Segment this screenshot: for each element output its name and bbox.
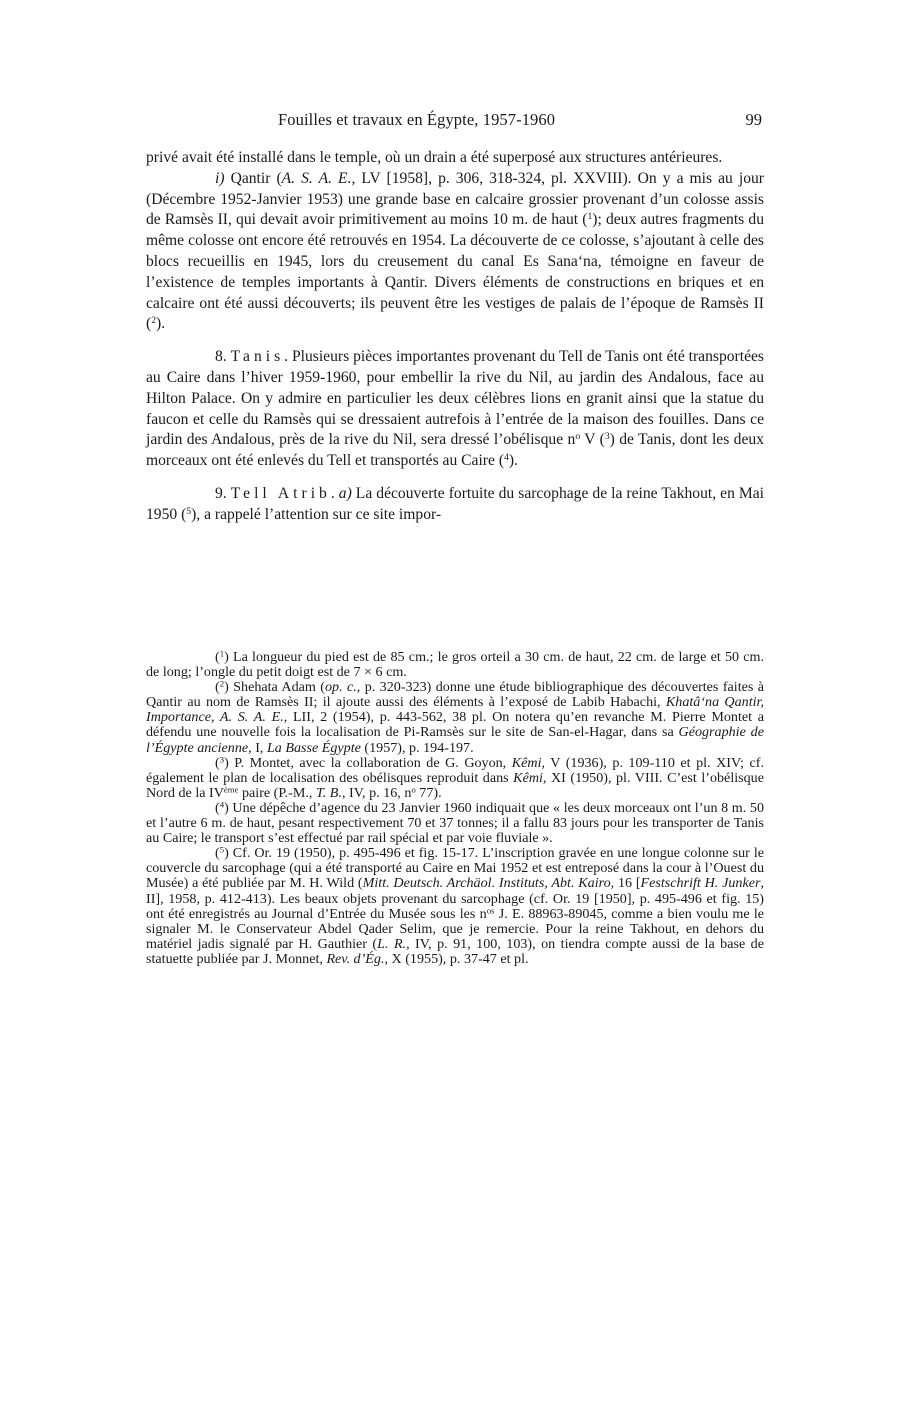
footnote-text: Une dépêche d’agence du 23 Janvier 1960 indiquait que « les deux morceaux ont l’un 8 m. 50 et l’autre 6 m. de haut, pesant respectivement 70 et 37 tonnes; il a fallu 83 jours pour les transporter de Tanis au Caire; le transport s’est effectué par rail spécial et par voie fluviale ». bbox=[146, 799, 764, 847]
italic-run: Kêmi bbox=[511, 754, 542, 771]
superscript: o bbox=[411, 784, 416, 795]
footnote-ref: 2 bbox=[151, 315, 157, 327]
footnote-3: ($^3$) P. Montet, avec la collaboration de G. Goyon, Kêmi, V (1936), p. 109-110 et pl. XIV; cf. également le plan de localisation des obélisques reproduit dans Kêmi, XI (1950), pl. VIII. C’est l’obélisque Nord de la IVème paire (P.-M., T. B., IV, p. 16, $n^o$ 77). bbox=[146, 754, 765, 801]
footnote-ref: 5 bbox=[186, 505, 192, 517]
text-run: , XI (1950), pl. VIII. C’est l’obélisque Nord de la IV bbox=[146, 769, 764, 801]
footnote-number: 2 bbox=[219, 678, 225, 689]
text-run: , V (1936), p. 109-110 et pl. XIV; cf. également le plan de localisation des obélisques reproduit dans bbox=[146, 754, 765, 786]
text-run: ); deux autres fragments du même colosse ont encore été retrouvés en 1954. La découverte de ce colosse, s’ajoutant à celle des blocs recueillis en 1945, lors du creusement du canal Es Sana‘na, témoigne en faveur de l’existence de temples importants à Qantir. Divers éléments de constructions en briques et en calcaire ont été aussi découverts; ils peuvent être les vestiges de palais de l’époque de Ramsès II ( bbox=[146, 211, 764, 333]
italic-run: Géographie de l’Égypte ancienne bbox=[146, 724, 764, 756]
footnote-5: ($^5$) Cf. Or. 19 (1950), p. 495-496 et fig. 15-17. L’inscription gravée en une longue colonne sur le couvercle du sarcophage (qui a été transporté au Caire en Mai 1952 et est entreposé dans la cour à l’Ouest du Musée) a été publiée par M. H. Wild (Mitt. Deutsch. Archäol. Instituts, Abt. Kairo, 16 [Festschrift H. Junker, II], 1958, p. 412-413). Les beaux objets provenant du sarcophage (cf. Or. 19 [1950], p. 495-496 et fig. 15) ont été enregistrés au Journal d’Entrée du Musée sous les $n^{os}$ J. E. 88963-89045, comme a bien voulu me le signaler M. le Conservateur Abdel Qader Selim, que je remercie. Pour la reine Takhout, en dehors du matériel jadis signalé par H. Gauthier (L. R., IV, p. 91, 100, 103), on tiendra compte aussi de la base de statuette publiée par J. Monnet, Rev. d’Ég., X (1955), p. 37-47 et pl. bbox=[146, 844, 765, 967]
text-run: , LV [1958], p. 306, 318-324, pl. XXVIII). On y a mis au jour (Décembre 1952-Janvier 1953) une grande base en calcaire grossier provenant d’un colosse assis de Ramsès II, qui devait avoir primitivement au moins 10 m. de haut ( bbox=[146, 169, 764, 229]
footnote-number: 5 bbox=[219, 844, 225, 855]
footnote-number: 1 bbox=[219, 648, 225, 659]
superscript: os bbox=[486, 905, 495, 916]
footnote-number: 3 bbox=[219, 754, 225, 765]
text-run: Cf. Or. 19 (1950), p. 495-496 et fig. 15-17. L’inscription gravée en une longue colonne sur le couvercle du sarcophage (qui a été transporté au Caire en Mai 1952 et est entreposé dans la cour à l’Ouest du Musée) a été publiée par M. H. Wild ( bbox=[146, 845, 764, 892]
text-run: , IV, p. 91, 100, 103), on tiendra compte aussi de la base de statuette publiée par J. Monnet, bbox=[146, 935, 764, 967]
text-run: ). bbox=[156, 315, 166, 333]
text-run: (1957), p. 194-197. bbox=[360, 739, 474, 756]
text-run: , II], 1958, p. 412-413). Les beaux objets provenant du sarcophage (cf. Or. 19 [1950], p. 495-496 et fig. 15) ont été enregistrés au Journal d’Entrée du Musée sous les n bbox=[146, 875, 765, 922]
section-heading: Tanis bbox=[230, 348, 285, 366]
paragraph-tanis bbox=[146, 347, 764, 472]
text-run: ) de Tanis, dont les deux morceaux ont été enlevés du Tell et transportés au Caire ( bbox=[146, 431, 764, 470]
italic-run: Rev. d’Ég. bbox=[326, 950, 385, 967]
section-number: 8. bbox=[215, 348, 231, 366]
item-marker: i) bbox=[215, 169, 225, 187]
text-run: paire (P.-M., bbox=[238, 784, 316, 801]
footnote-ref: 3 bbox=[604, 431, 610, 443]
reference-title: A. S. A. E. bbox=[281, 169, 352, 187]
text-run: . Plusieurs pièces importantes provenant du Tell de Tanis ont été transportées au Caire dans l’hiver 1959-1960, pour embellir la rive du Nil, au jardin des Andalous, face au Hilton Palace. On y admire en particulier les deux célèbres lions en granit ainsi que la statue du faucon et celle du Ramsès qui se dressaient autrefois à l’entrée de la maison des fouilles. Dans ce jardin des Andalous, près de la rive du Nil, sera dressé l’obélisque n bbox=[146, 348, 764, 449]
section-number: 9. bbox=[215, 484, 231, 502]
item-marker: a) bbox=[338, 484, 352, 502]
text-run: J. E. 88963-89045, comme a bien voulu me le signaler M. le Conservateur Abdel Qader Selim, que je remercie. Pour la reine Takhout, en dehors du matériel jadis signalé par H. Gauthier ( bbox=[146, 905, 764, 952]
page-number: 99 bbox=[745, 110, 762, 129]
section-heading: Tell Atrib bbox=[230, 484, 331, 502]
italic-run: La Basse Égypte bbox=[266, 739, 361, 756]
italic-run: Kêmi bbox=[513, 769, 543, 786]
text-run: 77). bbox=[415, 784, 442, 801]
text-run: . bbox=[330, 484, 339, 502]
superscript: ème bbox=[223, 784, 239, 795]
footnote-ref: 1 bbox=[587, 211, 593, 223]
text-run: , 16 [ bbox=[610, 875, 641, 892]
italic-run: Festschrift H. Junker bbox=[640, 875, 761, 892]
footnote-4: ($^4$) Une dépêche d’agence du 23 Janvier 1960 indiquait que « les deux morceaux ont l’un 8 m. 50 et l’autre 6 m. de haut, pesant respectivement 70 et 37 tonnes; il a fallu 83 jours pour les transporter de Tanis au Caire; le transport s’est effectué par rail spécial et par voie fluviale ». bbox=[146, 799, 764, 847]
text-run: , LII, 2 (1954), p. 443-562, 38 pl. On notera qu’en revanche M. Pierre Montet a défendu une nouvelle fois la localisation de Pi-Ramsès sur le site de San-el-Hagar, dans sa bbox=[146, 709, 765, 741]
footnote-ref: 4 bbox=[504, 452, 509, 464]
text-run: ), a rappelé l’attention sur ce site impor- bbox=[191, 505, 442, 523]
superscript: o bbox=[575, 431, 581, 443]
text-run: , IV, p. 16, n bbox=[341, 784, 412, 801]
footnote-2: ($^2$) Shehata Adam (op. c., p. 320-323) donne une étude bibliographique des découvertes faites à Qantir au nom de Ramsès II; il ajoute aussi des éléments à l’exposé de Labib Habachi, Khatâ‘na Qantir, Importance, A. S. A. E., LII, 2 (1954), p. 443-562, 38 pl. On notera qu’en revanche M. Pierre Montet a défendu une nouvelle fois la localisation de Pi-Ramsès sur le site de San-el-Hagar, dans sa Géographie de l’Égypte ancienne, I, La Basse Égypte (1957), p. 194-197. bbox=[146, 678, 765, 756]
text-run: ). bbox=[508, 452, 518, 470]
text-run: , p. 320-323) donne une étude bibliographique des découvertes faites à Qantir au nom de Ramsès II; il ajoute aussi des éléments à l’exposé de Labib Habachi, bbox=[146, 679, 765, 711]
text-run: Shehata Adam ( bbox=[228, 679, 325, 696]
italic-run: Khatâ‘na Qantir, Importance, A. S. A. E. bbox=[146, 694, 764, 726]
footnote-text: La longueur du pied est de 85 cm.; le gros orteil a 30 cm. de haut, 22 cm. de large et 50 cm. de long; l’ongle du petit doigt est de 7 × 6 cm. bbox=[146, 649, 764, 681]
italic-run: L. R. bbox=[377, 935, 407, 952]
text-run: P. Montet, avec la collaboration de G. Goyon, bbox=[228, 754, 512, 771]
text-run: La découverte fortuite du sarcophage de la reine Takhout, en Mai 1950 ( bbox=[146, 484, 765, 523]
italic-run: Mitt. Deutsch. Archäol. Instituts, Abt. Kairo bbox=[362, 875, 611, 892]
paragraph-qantir bbox=[146, 169, 764, 335]
text-run: , X (1955), p. 37-47 et pl. bbox=[384, 950, 529, 967]
italic-run: op. c. bbox=[324, 679, 357, 696]
text-run: , I, bbox=[248, 739, 267, 756]
footnote-1: ($^1$) La longueur du pied est de 85 cm.; le gros orteil a 30 cm. de haut, 22 cm. de large et 50 cm. de long; l’ongle du petit doigt est de 7 × 6 cm. bbox=[146, 648, 764, 681]
running-title: Fouilles et travaux en Égypte, 1957-1960 bbox=[278, 110, 556, 129]
text-run: V ( bbox=[580, 431, 605, 449]
paragraph-tell-atrib bbox=[146, 484, 764, 526]
paragraph-text: privé avait été installé dans le temple, où un drain a été superposé aux structures antérieures. bbox=[146, 149, 723, 166]
text-run: Qantir ( bbox=[224, 169, 282, 187]
footnote-number: 4 bbox=[219, 799, 225, 810]
footnotes bbox=[146, 650, 764, 967]
main-text bbox=[146, 148, 764, 526]
paragraph-continuation bbox=[146, 148, 764, 169]
running-header bbox=[146, 110, 764, 136]
italic-run: T. B. bbox=[315, 784, 342, 801]
